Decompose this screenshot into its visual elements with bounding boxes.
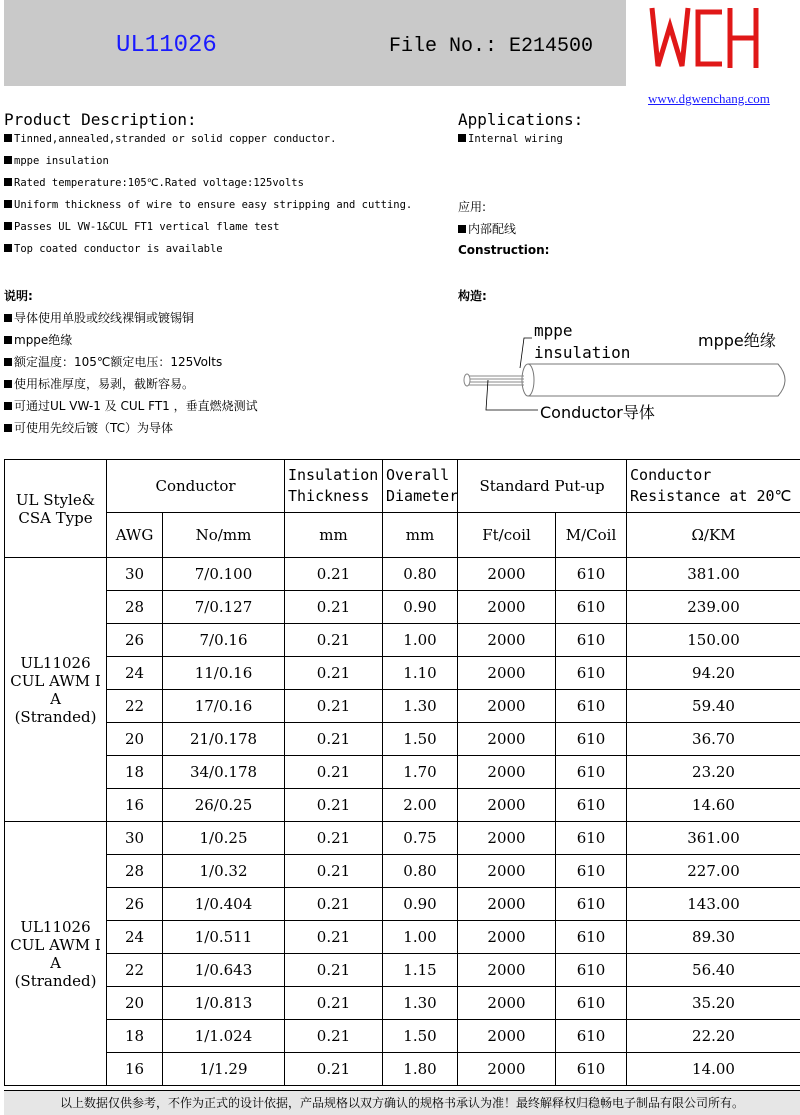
description-cn-item: 可使用先绞后镀（TC）为导体 — [4, 419, 173, 436]
cell-no-mm: 7/0.16 — [163, 624, 285, 657]
cell-awg: 18 — [107, 756, 163, 789]
cell-overall: 2.00 — [383, 789, 458, 822]
cell-m-coil: 610 — [556, 789, 627, 822]
cell-insulation: 0.21 — [285, 822, 383, 855]
cell-no-mm: 17/0.16 — [163, 690, 285, 723]
description-item: mppe insulation — [4, 155, 109, 167]
header-style: UL Style& CSA Type — [5, 460, 107, 558]
cell-awg: 16 — [107, 1053, 163, 1086]
description-item: Uniform thickness of wire to ensure easy stripping and cutting. — [4, 199, 412, 211]
cell-m-coil: 610 — [556, 1053, 627, 1086]
cell-insulation: 0.21 — [285, 690, 383, 723]
description-cn-title: 说明: — [4, 289, 33, 303]
label-mppe-cn: mppe绝缘 — [698, 331, 776, 350]
cell-awg: 30 — [107, 822, 163, 855]
company-logo-icon — [648, 4, 760, 70]
cell-awg: 20 — [107, 987, 163, 1020]
cell-no-mm: 1/0.25 — [163, 822, 285, 855]
cell-ft-coil: 2000 — [458, 987, 556, 1020]
cell-awg: 24 — [107, 921, 163, 954]
description-item: Top coated conductor is available — [4, 243, 223, 255]
spec-table — [4, 459, 800, 1086]
table-row — [5, 822, 800, 855]
footer-disclaimer: 以上数据仅供参考，不作为正式的设计依据，产品规格以双方确认的规格书承认为准！最终解释权归稳畅电子制品有限公司所有。 — [4, 1090, 800, 1115]
cell-m-coil: 610 — [556, 987, 627, 1020]
cell-m-coil: 610 — [556, 657, 627, 690]
cell-resistance: 143.00 — [627, 888, 800, 921]
cell-overall: 1.50 — [383, 723, 458, 756]
header-overall: Overall Diameter — [383, 460, 458, 513]
cell-resistance: 14.00 — [627, 1053, 800, 1086]
cell-overall: 1.10 — [383, 657, 458, 690]
description-cn-item: 额定温度：105℃额定电压：125Volts — [4, 353, 222, 370]
cell-overall: 0.80 — [383, 558, 458, 591]
cell-no-mm: 1/1.024 — [163, 1020, 285, 1053]
cell-resistance: 381.00 — [627, 558, 800, 591]
cell-m-coil: 610 — [556, 1020, 627, 1053]
cell-ft-coil: 2000 — [458, 954, 556, 987]
header-conductor: Conductor — [107, 460, 285, 513]
cell-overall: 0.75 — [383, 822, 458, 855]
table-row — [5, 921, 800, 954]
cell-insulation: 0.21 — [285, 888, 383, 921]
description-item: Passes UL VW-1&CUL FT1 vertical flame test — [4, 221, 280, 233]
cell-m-coil: 610 — [556, 822, 627, 855]
cell-insulation: 0.21 — [285, 657, 383, 690]
header-mm: mm — [285, 513, 383, 558]
application-item: Internal wiring — [458, 133, 563, 145]
cell-no-mm: 34/0.178 — [163, 756, 285, 789]
cell-overall: 1.00 — [383, 624, 458, 657]
cell-insulation: 0.21 — [285, 1020, 383, 1053]
table-row — [5, 624, 800, 657]
cell-m-coil: 610 — [556, 921, 627, 954]
header-m-coil: M/Coil — [556, 513, 627, 558]
cell-insulation: 0.21 — [285, 723, 383, 756]
cell-resistance: 14.60 — [627, 789, 800, 822]
cell-insulation: 0.21 — [285, 1053, 383, 1086]
table-row — [5, 855, 800, 888]
cell-resistance: 361.00 — [627, 822, 800, 855]
cell-ft-coil: 2000 — [458, 723, 556, 756]
cell-insulation: 0.21 — [285, 855, 383, 888]
cell-awg: 16 — [107, 789, 163, 822]
cell-resistance: 150.00 — [627, 624, 800, 657]
description-item: Rated temperature:105℃.Rated voltage:125volts — [4, 177, 304, 189]
table-row — [5, 723, 800, 756]
cell-overall: 0.90 — [383, 591, 458, 624]
cell-ft-coil: 2000 — [458, 789, 556, 822]
model-title: UL11026 — [116, 32, 217, 59]
cell-overall: 1.15 — [383, 954, 458, 987]
cell-overall: 1.70 — [383, 756, 458, 789]
cell-insulation: 0.21 — [285, 756, 383, 789]
header-mm: mm — [383, 513, 458, 558]
cell-insulation: 0.21 — [285, 558, 383, 591]
label-insulation: insulation — [534, 343, 631, 362]
description-cn-item: 可通过UL VW-1 及 CUL FT1 ，垂直燃烧测试 — [4, 397, 258, 414]
cell-resistance: 227.00 — [627, 855, 800, 888]
label-conductor: Conductor导体 — [540, 403, 655, 422]
cell-ft-coil: 2000 — [458, 558, 556, 591]
cell-resistance: 23.20 — [627, 756, 800, 789]
cell-resistance: 22.20 — [627, 1020, 800, 1053]
cell-no-mm: 11/0.16 — [163, 657, 285, 690]
cell-overall: 1.30 — [383, 690, 458, 723]
table-row — [5, 558, 800, 591]
cell-m-coil: 610 — [556, 855, 627, 888]
cell-overall: 1.80 — [383, 1053, 458, 1086]
table-row — [5, 591, 800, 624]
cell-no-mm: 1/0.813 — [163, 987, 285, 1020]
cell-awg: 18 — [107, 1020, 163, 1053]
cell-m-coil: 610 — [556, 558, 627, 591]
cell-ft-coil: 2000 — [458, 1020, 556, 1053]
cell-resistance: 94.20 — [627, 657, 800, 690]
cell-ft-coil: 2000 — [458, 855, 556, 888]
cell-overall: 1.50 — [383, 1020, 458, 1053]
header-ohm: Ω/KM — [627, 513, 800, 558]
cell-awg: 30 — [107, 558, 163, 591]
cell-insulation: 0.21 — [285, 591, 383, 624]
cell-awg: 22 — [107, 690, 163, 723]
cell-awg: 26 — [107, 624, 163, 657]
cell-insulation: 0.21 — [285, 789, 383, 822]
table-row — [5, 1053, 800, 1086]
applications-title: Applications: — [458, 110, 584, 129]
cell-awg: 26 — [107, 888, 163, 921]
cell-awg: 20 — [107, 723, 163, 756]
cell-insulation: 0.21 — [285, 987, 383, 1020]
description-cn-item: mppe绝缘 — [4, 331, 72, 348]
cell-no-mm: 1/0.511 — [163, 921, 285, 954]
cell-m-coil: 610 — [556, 888, 627, 921]
cell-awg: 28 — [107, 855, 163, 888]
group-label: UL11026 CUL AWM I A (Stranded) — [5, 558, 107, 822]
header-resistance: Conductor Resistance at 20℃ — [627, 460, 800, 513]
cell-m-coil: 610 — [556, 624, 627, 657]
cell-no-mm: 1/0.32 — [163, 855, 285, 888]
cell-resistance: 239.00 — [627, 591, 800, 624]
cell-resistance: 35.20 — [627, 987, 800, 1020]
table-row — [5, 1020, 800, 1053]
table-row — [5, 954, 800, 987]
cell-overall: 1.30 — [383, 987, 458, 1020]
cell-ft-coil: 2000 — [458, 1053, 556, 1086]
description-cn-item: 使用标准厚度，易剥，截断容易。 — [4, 375, 194, 392]
cell-ft-coil: 2000 — [458, 888, 556, 921]
header-insulation: Insulation Thickness — [285, 460, 383, 513]
cell-awg: 22 — [107, 954, 163, 987]
header-awg: AWG — [107, 513, 163, 558]
header-ft-coil: Ft/coil — [458, 513, 556, 558]
header-putup: Standard Put-up — [458, 460, 627, 513]
cell-no-mm: 7/0.127 — [163, 591, 285, 624]
table-row — [5, 756, 800, 789]
cell-overall: 0.80 — [383, 855, 458, 888]
group-label: UL11026 CUL AWM I A (Stranded) — [5, 822, 107, 1086]
applications-cn-title: 应用: — [458, 200, 487, 214]
cell-no-mm: 1/0.404 — [163, 888, 285, 921]
cell-insulation: 0.21 — [285, 921, 383, 954]
cell-awg: 28 — [107, 591, 163, 624]
cell-ft-coil: 2000 — [458, 624, 556, 657]
cell-ft-coil: 2000 — [458, 822, 556, 855]
file-number: File No.: E214500 — [389, 35, 594, 58]
cell-insulation: 0.21 — [285, 954, 383, 987]
cell-no-mm: 1/1.29 — [163, 1053, 285, 1086]
table-row — [5, 888, 800, 921]
table-row — [5, 657, 800, 690]
cell-ft-coil: 2000 — [458, 756, 556, 789]
description-item: Tinned,annealed,stranded or solid copper conductor. — [4, 133, 336, 145]
cell-ft-coil: 2000 — [458, 921, 556, 954]
cell-m-coil: 610 — [556, 690, 627, 723]
cable-construction-diagram — [458, 318, 798, 428]
cell-m-coil: 610 — [556, 954, 627, 987]
table-row — [5, 987, 800, 1020]
header-no-mm: No/mm — [163, 513, 285, 558]
cell-resistance: 59.40 — [627, 690, 800, 723]
cell-awg: 24 — [107, 657, 163, 690]
cell-ft-coil: 2000 — [458, 657, 556, 690]
cell-resistance: 36.70 — [627, 723, 800, 756]
cell-resistance: 56.40 — [627, 954, 800, 987]
cell-overall: 0.90 — [383, 888, 458, 921]
construction-label: Construction: — [458, 243, 550, 257]
cell-m-coil: 610 — [556, 756, 627, 789]
cell-m-coil: 610 — [556, 723, 627, 756]
website-link[interactable]: www.dgwenchang.com — [648, 91, 770, 106]
description-cn-item: 导体使用单股或绞线裸铜或镀锡铜 — [4, 309, 194, 326]
cell-overall: 1.00 — [383, 921, 458, 954]
table-row — [5, 690, 800, 723]
cell-no-mm: 21/0.178 — [163, 723, 285, 756]
cell-ft-coil: 2000 — [458, 690, 556, 723]
cell-resistance: 89.30 — [627, 921, 800, 954]
cell-no-mm: 1/0.643 — [163, 954, 285, 987]
description-title: Product Description: — [4, 110, 197, 129]
cell-no-mm: 26/0.25 — [163, 789, 285, 822]
cell-m-coil: 610 — [556, 591, 627, 624]
cell-ft-coil: 2000 — [458, 591, 556, 624]
construction-cn-title: 构造: — [458, 289, 487, 303]
header-bar — [4, 0, 626, 86]
table-row — [5, 789, 800, 822]
cell-insulation: 0.21 — [285, 624, 383, 657]
cell-no-mm: 7/0.100 — [163, 558, 285, 591]
application-cn-item: 内部配线 — [458, 220, 516, 237]
label-mppe: mppe — [534, 321, 573, 340]
